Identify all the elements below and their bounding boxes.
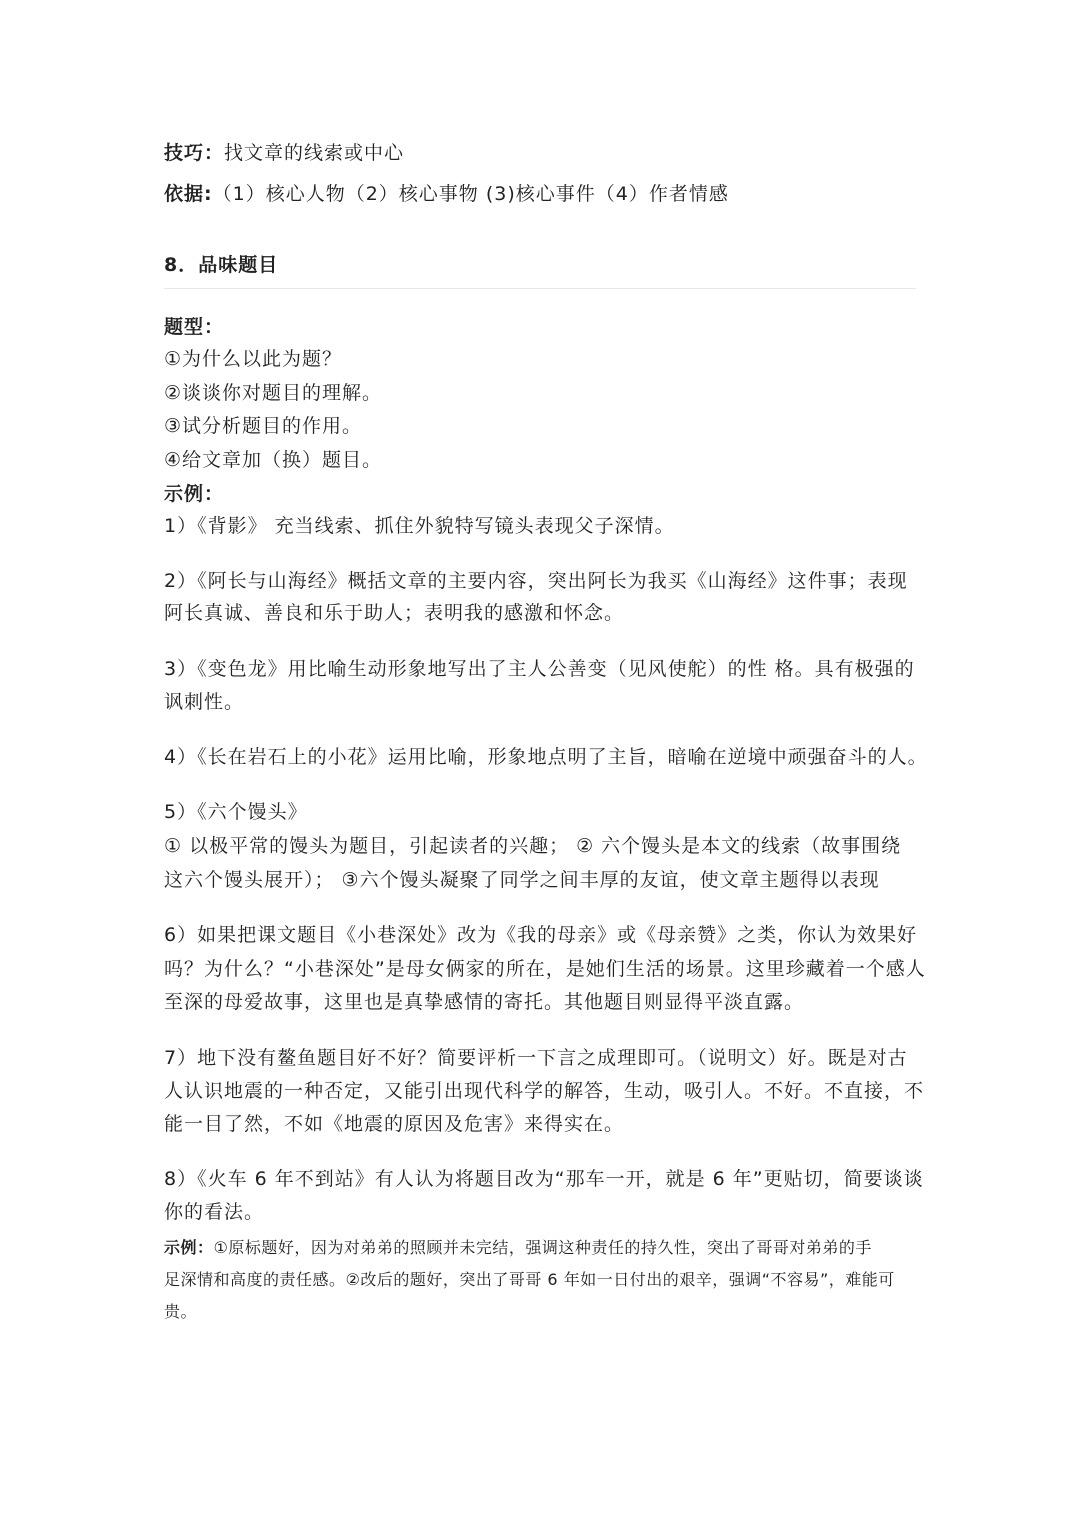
tips-label: 技巧： [164, 142, 225, 164]
section-title: 8．品味题目 [164, 254, 279, 276]
example-5-line: 这六个馒头展开）； ③六个馒头凝聚了同学之间丰厚的友谊，使文章主题得以表现 [164, 869, 880, 891]
section-divider [164, 288, 916, 289]
example-5-line: ① 以极平常的馒头为题目，引起读者的兴趣； ② 六个馒头是本文的线索（故事围绕 [164, 835, 902, 857]
example-6-line: 6）如果把课文题目《小巷深处》改为《我的母亲》或《母亲赞》之类，你认为效果好 [164, 924, 918, 946]
example-6-line: 至深的母爱故事，这里也是真挚感情的寄托。其他题目则显得平淡直露。 [164, 991, 805, 1013]
example-5-line: 5）《六个馒头》 [164, 801, 308, 823]
tips-text: 找文章的线索或中心 [224, 142, 405, 164]
basis-line [164, 182, 729, 206]
example-2-line: 阿长真诚、善良和乐于助人；表明我的感激和怀念。 [164, 602, 625, 624]
answer-line: 贵。 [164, 1302, 198, 1321]
answer-text: ①原标题好，因为对弟弟的照顾并未完结，强调这种责任的持久性，突出了哥哥对弟弟的手 [213, 1238, 872, 1257]
examples-label: 示例： [164, 483, 225, 505]
question-type-item: ①为什么以此为题？ [164, 348, 343, 370]
example-3-line: 讽刺性。 [164, 691, 245, 713]
example-8-line: 你的看法。 [164, 1201, 265, 1223]
question-types-label: 题型： [164, 316, 225, 338]
question-type-item: ③试分析题目的作用。 [164, 415, 363, 437]
question-type-item: ②谈谈你对题目的理解。 [164, 382, 383, 404]
answer-line [164, 1238, 872, 1258]
example-8-line: 8）《火车 6 年不到站》有人认为将题目改为“那车一开，就是 6 年”更贴切，简要谈谈 [164, 1168, 924, 1190]
example-7-line: 人认识地震的一种否定，又能引出现代科学的解答，生动，吸引人。不好。不直接，不 [164, 1080, 925, 1102]
answer-label: 示例： [164, 1238, 214, 1257]
example-3-line: 3）《变色龙》用比喻生动形象地写出了主人公善变（见风使舵）的性 格。具有极强的 [164, 658, 915, 680]
answer-line: 足深情和高度的责任感。②改后的题好，突出了哥哥 6 年如一日付出的艰辛，强调“不容易”，难能可 [164, 1270, 895, 1289]
basis-label: 依据: [164, 183, 213, 205]
question-type-item: ④给文章加（换）题目。 [164, 449, 383, 471]
example-4: 4）《长在岩石上的小花》运用比喻，形象地点明了主旨，暗喻在逆境中顽强奋斗的人。 [164, 746, 928, 768]
example-2-line: 2）《阿长与山海经》概括文章的主要内容，突出阿长为我买《山海经》这件事；表现 [164, 570, 908, 592]
example-7-line: 能一目了然，不如《地震的原因及危害》来得实在。 [164, 1113, 625, 1135]
tips-line [164, 141, 404, 165]
basis-text: （1）核心人物（2）核心事物 (3)核心事件（4）作者情感 [212, 183, 729, 205]
example-6-line: 吗？为什么？“小巷深处”是母女俩家的所在，是她们生活的场景。这里珍藏着一个感人 [164, 958, 926, 980]
example-1: 1）《背影》 充当线索、抓住外貌特写镜头表现父子深情。 [164, 515, 675, 537]
example-7-line: 7）地下没有鳌鱼题目好不好？简要评析一下言之成理即可。（说明文）好。既是对古 [164, 1047, 908, 1069]
